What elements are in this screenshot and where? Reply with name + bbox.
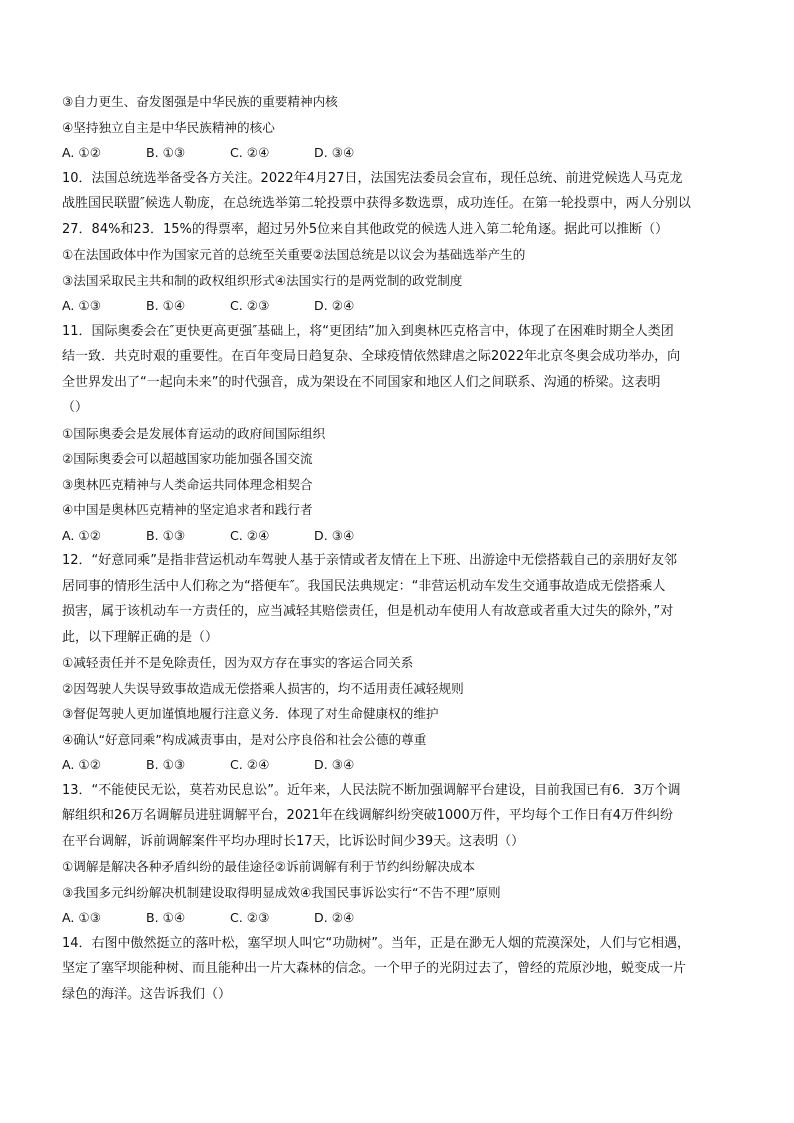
statement-3-4: ③我国多元纠纷解决机制建设取得明显成效④我国民事诉讼实行“不告不理”原则 bbox=[62, 884, 501, 900]
question-9-tail bbox=[62, 89, 742, 166]
question-stem-line: 居同事的情形生活中人们称之为“搭便车″。我国民法典规定：“非营运机动车发生交通事故造成无偿搭乘人 bbox=[62, 578, 666, 594]
statement-4: ④确认“好意同乘”构成减责事由，是对公序良俗和社会公德的尊重 bbox=[62, 731, 427, 747]
statement-3-4: ③法国采取民主共和制的政权组织形式④法国实行的是两党制的政党制度 bbox=[62, 272, 463, 288]
statement-3: ③督促驾驶人更加谨慎地履行注意义务．体现了对生命健康权的维护 bbox=[62, 706, 439, 721]
question-stem-line: 10．法国总统选举备受各方关注。2022年4月27日，法国宪法委员会宣布，现任总统、前进党候选人马克龙 bbox=[62, 170, 683, 186]
statement-2: ②因驾驶人失误导致事故造成无偿搭乘人损害的，均不适用责任减轻规则 bbox=[62, 680, 464, 696]
option-c: C. ②④ bbox=[230, 757, 270, 772]
answer-options bbox=[62, 523, 742, 549]
question-12 bbox=[62, 548, 742, 778]
question-11 bbox=[62, 319, 742, 549]
statement-3: ③奥林匹克精神与人类命运共同体理念相契合 bbox=[62, 476, 313, 492]
option-d: D. ②④ bbox=[314, 298, 355, 313]
statement-1-2: ①调解是解决各种矛盾纠纷的最佳途径②诉前调解有利于节约纠纷解决成本 bbox=[62, 859, 475, 874]
question-stem-line: 12．“好意同乘”是指非营运机动车驾驶人基于亲情或者友情在上下班、出游途中无偿搭载自己的亲朋好友邻 bbox=[62, 553, 678, 568]
statement-3: ③自力更生、奋发图强是中华民族的重要精神内核 bbox=[62, 94, 338, 109]
question-13 bbox=[62, 778, 742, 931]
question-stem-line: 27．84%和23．15%的得票率，超过另外5位来自其他政党的候选人进入第二轮角逐。据此可以推断（） bbox=[62, 221, 669, 237]
answer-options bbox=[62, 752, 742, 778]
question-10 bbox=[62, 166, 742, 319]
statement-1-2: ①在法国政体中作为国家元首的总统至关重要②法国总统是以议会为基础选举产生的 bbox=[62, 247, 526, 262]
option-c: C. ②③ bbox=[230, 910, 270, 925]
option-b: B. ①④ bbox=[146, 910, 186, 925]
question-stem-line: 战胜国民联盟″候选人勒庞，在总统选举第二轮投票中获得多数选票，成功连任。在第一轮投票中，两人分别以 bbox=[62, 196, 691, 211]
answer-options bbox=[62, 140, 742, 166]
question-stem-line: 此，以下理解正确的是（） bbox=[62, 629, 219, 645]
question-stem-line: （） bbox=[62, 400, 89, 415]
question-stem-line: 11．国际奥委会在″更快更高更强″基础上，将“更团结”加入到奥林匹克格言中，体现了在困难时期全人类团 bbox=[62, 323, 674, 339]
option-a: A. ①② bbox=[62, 145, 101, 160]
question-stem-line: 14．右图中傲然挺立的落叶松，塞罕坝人叫它“功勋树”。当年，正是在渺无人烟的荒漠深处，人们与它相遇， bbox=[62, 935, 691, 951]
option-b: B. ①④ bbox=[146, 298, 186, 313]
question-stem-line: 绿色的海洋。这告诉我们（） bbox=[62, 986, 232, 1002]
answer-options bbox=[62, 905, 742, 931]
question-stem-line: 结一致．共克时艰的重要性。在百年变局日趋复杂、全球疫情依然肆虐之际2022年北京冬奥会成功举办，向 bbox=[62, 349, 681, 364]
question-stem-line: 在平台调解，诉前调解案件平均办理时长17天，比诉讼时间少39天。这表明（） bbox=[62, 833, 525, 849]
option-a: A. ①② bbox=[62, 527, 101, 543]
option-d: D. ③④ bbox=[314, 757, 355, 772]
option-d: D. ③④ bbox=[314, 527, 355, 543]
option-b: B. ①③ bbox=[146, 757, 186, 772]
statement-2: ②国际奥委会可以超越国家功能加强各国交流 bbox=[62, 451, 313, 466]
question-stem-line: 全世界发出了“一起向未来”的时代强音，成为架设在不同国家和地区人们之间联系、沟通的桥梁。这表明 bbox=[62, 374, 661, 390]
option-d: D. ③④ bbox=[314, 145, 355, 160]
option-a: A. ①③ bbox=[62, 910, 101, 925]
question-stem-line: 13．“不能使民无讼，莫若劝民息讼”。近年来，人民法院不断加强调解平台建设，目前我国已有6．3万个调 bbox=[62, 782, 681, 798]
statement-4: ④坚持独立自主是中华民族精神的核心 bbox=[62, 119, 275, 135]
question-stem-line: 解组织和26万名调解员进驻调解平台，2021年在线调解纠纷突破1000万件，平均每个工作日有4万件纠纷 bbox=[62, 808, 673, 823]
question-stem-line: 损害，属于该机动车一方责任的，应当减轻其赔偿责任，但是机动车使用人有故意或者重大过失的除外，”对 bbox=[62, 604, 674, 619]
statement-4: ④中国是奥林匹克精神的坚定追求者和践行者 bbox=[62, 502, 313, 517]
question-14 bbox=[62, 931, 742, 1008]
option-b: B. ①③ bbox=[146, 145, 186, 160]
option-c: C. ②③ bbox=[230, 298, 270, 313]
option-d: D. ②④ bbox=[314, 910, 355, 925]
statement-1: ①减轻责任并不是免除责任，因为双方存在事实的客运合同关系 bbox=[62, 655, 414, 670]
question-stem-line: 坚定了塞罕坝能种树、而且能种出一片大森林的信念。一个甲子的光阴过去了，曾经的荒原沙地，蜕变成一片 bbox=[62, 961, 687, 976]
option-a: A. ①③ bbox=[62, 298, 101, 313]
option-c: C. ②④ bbox=[230, 145, 270, 160]
option-c: C. ②④ bbox=[230, 527, 270, 543]
option-b: B. ①③ bbox=[146, 527, 186, 543]
option-a: A. ①② bbox=[62, 757, 101, 772]
statement-1: ①国际奥委会是发展体育运动的政府间国际组织 bbox=[62, 425, 326, 441]
exam-page bbox=[62, 89, 742, 1007]
answer-options bbox=[62, 293, 742, 319]
